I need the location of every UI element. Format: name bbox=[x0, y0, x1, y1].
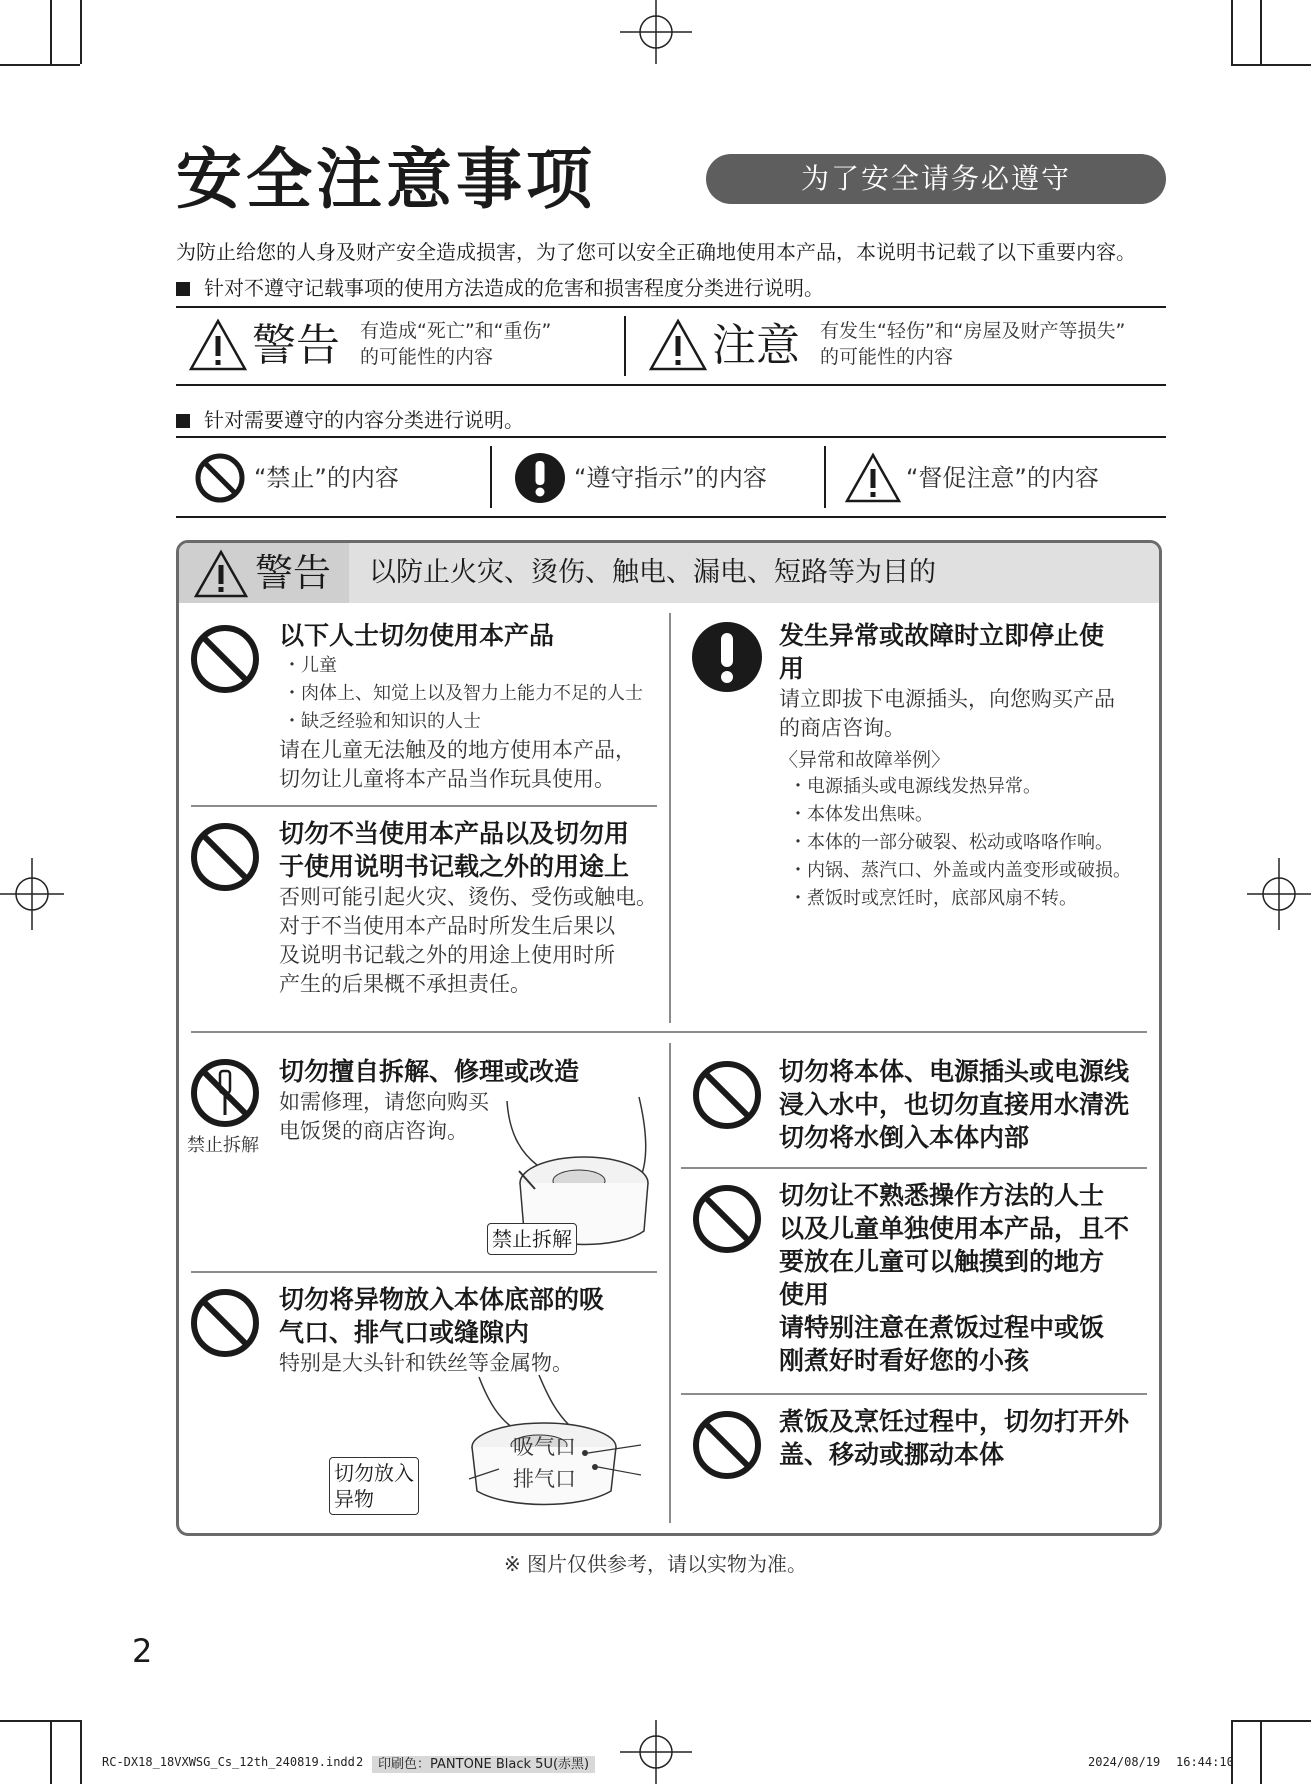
prohibition-icon bbox=[189, 1287, 261, 1359]
item-c-subheading: 〈异常和故障举例〉 bbox=[779, 749, 951, 771]
no-disassembly-caption: 禁止拆解 bbox=[187, 1135, 259, 1156]
item-e bbox=[279, 1283, 659, 1378]
item-a-bullet: ・缺乏经验和知识的人士 bbox=[283, 711, 481, 732]
item-c-bullet: ・内锅、蒸汽口、外盖或内盖变形或破损。 bbox=[789, 860, 1131, 881]
item-c-bullet: ・电源插头或电源线发热异常。 bbox=[789, 776, 1041, 797]
item-c-body: 的商店咨询。 bbox=[779, 716, 905, 740]
exclamation-icon bbox=[514, 452, 566, 504]
level-warning-label: 警告 bbox=[252, 320, 340, 371]
item-b-body: 对于不当使用本产品时所发生后果以 bbox=[279, 914, 615, 938]
item-e-heading: 气口、排气口或缝隙内 bbox=[279, 1318, 530, 1347]
category-prohibited: “禁止”的内容 bbox=[254, 464, 399, 492]
prohibition-icon bbox=[691, 1409, 763, 1481]
explanation-line-1: 针对不遵守记载事项的使用方法造成的危害和损害程度分类进行说明。 bbox=[176, 272, 824, 301]
category-mandatory: “遵守指示”的内容 bbox=[574, 464, 767, 492]
warning-triangle-icon bbox=[844, 452, 902, 504]
item-c-body: 请立即拔下电源插头，向您购买产品 bbox=[779, 687, 1115, 711]
warning-triangle-icon bbox=[188, 318, 248, 372]
item-e-heading: 切勿将异物放入本体底部的吸 bbox=[279, 1285, 605, 1314]
exhaust-label: 排气口 bbox=[513, 1467, 576, 1491]
slug-ink: 印刷色：PANTONE Black 5U(赤黑) bbox=[372, 1753, 595, 1772]
registration-mark-top bbox=[620, 0, 692, 64]
item-g-heading: 要放在儿童可以触摸到的地方 bbox=[779, 1247, 1105, 1276]
item-a-bullet: ・肉体上、知觉上以及智力上能力不足的人士 bbox=[283, 683, 643, 704]
item-c-bullet: ・本体发出焦味。 bbox=[789, 804, 933, 825]
item-g-heading: 请特别注意在煮饭过程中或饭 bbox=[779, 1313, 1105, 1342]
item-c-bullet: ・煮饭时或烹饪时，底部风扇不转。 bbox=[789, 888, 1077, 909]
warning-band-label: 警告 bbox=[255, 551, 332, 595]
prohibition-icon bbox=[189, 821, 261, 893]
item-c-heading: 发生异常或故障时立即停止使 bbox=[779, 621, 1105, 650]
square-bullet-icon bbox=[176, 282, 190, 296]
intake-label: 吸气口 bbox=[513, 1435, 576, 1459]
item-b-heading: 于使用说明书记载之外的用途上 bbox=[279, 852, 630, 881]
item-g-heading: 以及儿童单独使用本产品，且不 bbox=[779, 1214, 1130, 1243]
intro-text: 为防止给您的人身及财产安全造成损害，为了您可以安全正确地使用本产品，本说明书记载了以下重要内容。 bbox=[176, 240, 1136, 264]
foreign-object-figure-label: 切勿放入 异物 bbox=[329, 1457, 419, 1515]
item-h bbox=[779, 1405, 1157, 1471]
title-pill: 为了安全请务必遵守 bbox=[706, 154, 1166, 204]
item-d-body: 如需修理，请您向购买 bbox=[279, 1090, 489, 1114]
item-a-bullet: ・儿童 bbox=[283, 655, 337, 676]
prohibition-icon bbox=[691, 1059, 763, 1131]
slug-page: 2 bbox=[356, 1755, 364, 1769]
image-reference-note: ※ 图片仅供参考，请以实物为准。 bbox=[503, 1552, 808, 1576]
item-a-body: 请在儿童无法触及的地方使用本产品， bbox=[279, 738, 636, 762]
level-caution-label: 注意 bbox=[712, 320, 800, 371]
caution-triangle-icon bbox=[648, 318, 708, 372]
slug-time: 16:44:10 bbox=[1176, 1755, 1234, 1769]
item-h-heading: 盖、移动或挪动本体 bbox=[779, 1440, 1005, 1469]
item-g-heading: 切勿让不熟悉操作方法的人士 bbox=[779, 1181, 1105, 1210]
item-f-heading: 浸入水中，也切勿直接用水清洗 bbox=[779, 1090, 1130, 1119]
item-g-heading: 使用 bbox=[779, 1280, 830, 1309]
exclamation-icon bbox=[691, 621, 763, 693]
item-c-heading: 用 bbox=[779, 654, 805, 683]
item-g-heading: 刚煮好时看好您的小孩 bbox=[779, 1346, 1030, 1375]
page-number: 2 bbox=[132, 1632, 153, 1670]
slug-date: 2024/08/19 bbox=[1088, 1755, 1161, 1769]
item-f-heading: 切勿将本体、电源插头或电源线 bbox=[779, 1057, 1130, 1086]
item-b-body: 及说明书记载之外的用途上使用时所 bbox=[279, 943, 615, 967]
warning-band-title: 以防止火灾、烫伤、触电、漏电、短路等为目的 bbox=[369, 557, 936, 588]
item-a-body: 切勿让儿童将本产品当作玩具使用。 bbox=[279, 767, 615, 791]
item-e-body: 特别是大头针和铁丝等金属物。 bbox=[279, 1351, 573, 1375]
no-disassembly-icon bbox=[189, 1057, 261, 1129]
registration-mark-right bbox=[1247, 858, 1311, 930]
item-c-bullet: ・本体的一部分破裂、松动或咯咯作响。 bbox=[789, 832, 1113, 853]
item-c bbox=[779, 619, 1157, 913]
registration-mark-bottom bbox=[620, 1720, 692, 1784]
item-f bbox=[779, 1055, 1157, 1154]
category-caution: “督促注意”的内容 bbox=[906, 464, 1099, 492]
prohibition-icon bbox=[691, 1183, 763, 1255]
item-h-heading: 煮饭及烹饪过程中，切勿打开外 bbox=[779, 1407, 1130, 1436]
disassembly-figure-label: 禁止拆解 bbox=[487, 1223, 577, 1255]
item-b-body: 产生的后果概不承担责任。 bbox=[279, 972, 531, 996]
warning-triangle-icon bbox=[193, 549, 249, 599]
prohibition-icon bbox=[189, 623, 261, 695]
item-f-heading: 切勿将水倒入本体内部 bbox=[779, 1123, 1030, 1152]
item-a-heading: 以下人士切勿使用本产品 bbox=[279, 621, 555, 650]
level-caution-desc: 有发生“轻伤”和“房屋及财产等损失” 的可能性的内容 bbox=[820, 320, 1126, 368]
level-warning-desc: 有造成“死亡”和“重伤” 的可能性的内容 bbox=[360, 320, 552, 368]
slug-filename: RC-DX18_18VXWSG_Cs_12th_240819.indd bbox=[102, 1755, 355, 1769]
item-d-heading: 切勿擅自拆解、修理或改造 bbox=[279, 1057, 580, 1086]
page-title: 安全注意事项 bbox=[176, 141, 596, 218]
item-b-heading: 切勿不当使用本产品以及切勿用 bbox=[279, 819, 630, 848]
item-b bbox=[279, 817, 659, 999]
square-bullet-icon bbox=[176, 414, 190, 428]
item-a bbox=[279, 619, 659, 794]
item-b-body: 否则可能引起火灾、烫伤、受伤或触电。 bbox=[279, 885, 657, 909]
item-d-body: 电饭煲的商店咨询。 bbox=[279, 1119, 468, 1143]
registration-mark-left bbox=[0, 858, 64, 930]
item-g bbox=[779, 1179, 1157, 1377]
explanation-line-2: 针对需要遵守的内容分类进行说明。 bbox=[176, 404, 524, 433]
warning-box bbox=[176, 540, 1162, 1536]
prohibition-icon bbox=[194, 452, 246, 504]
